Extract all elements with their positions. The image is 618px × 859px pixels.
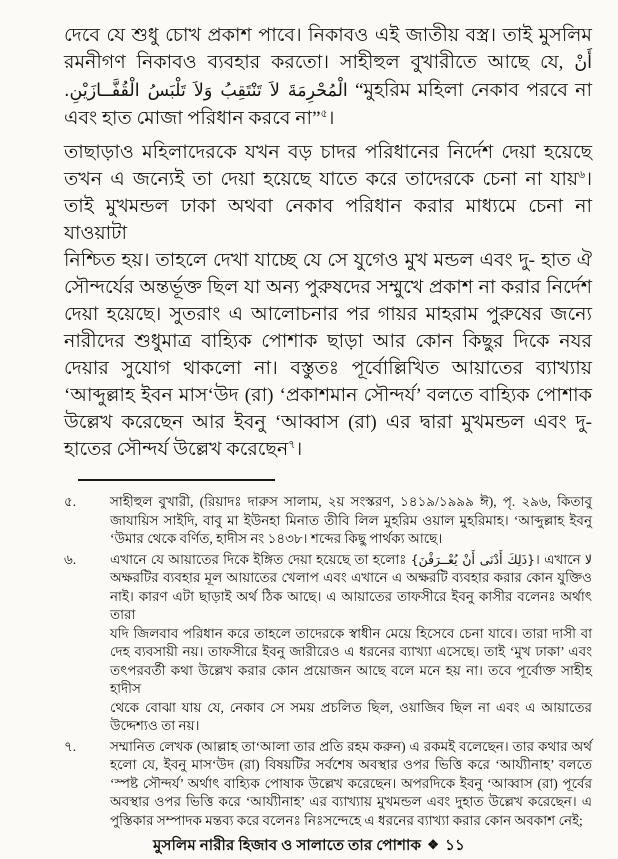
footnote-line — [110, 493, 592, 512]
footnote-line — [110, 699, 592, 718]
body-text: । — [585, 169, 592, 190]
footnote-text: উদ্দেশ্যও তা নয়। — [110, 718, 200, 733]
footnote-ref-5: ৫ — [320, 108, 328, 120]
footnote-text: সাহীহুল বুখারী, (রিয়াদঃ দারুস সালাম, ২য় সংস্করণ, ১৪১৯/১৯৯৯ ঈ), পৃ. ২৯৬, কিতাবু — [110, 494, 592, 509]
footnote-text: তৎপরবর্তী কথা উল্লেখ করার কোন প্রয়োজন আছে বলে মনে হয় না। তবে পূর্বোক্ত সাহীহ হাদীস — [110, 662, 592, 696]
footnote-6 — [64, 551, 592, 736]
footnote-line — [110, 756, 592, 775]
footnote-text: সম্মানিত লেখক (আল্লাহ তা‘আলা তার প্রতি রহম করুন) এ রকমই বলেছেন। তার কথার অর্থ — [110, 738, 592, 754]
text-line — [64, 22, 592, 49]
body-text: সৌন্দর্যের অন্তর্ভূক্ত ছিল যা অন্য পুরুষদের সম্মুখে প্রকাশ না করার নির্দেশ — [64, 277, 592, 298]
text-line — [64, 328, 592, 355]
text-line — [64, 49, 592, 77]
text-line — [64, 193, 592, 247]
body-text: রমনীগণ নিকাবও ব্যবহার করতো। সাহীহুল বুখারীতে আছে যে, — [64, 52, 564, 73]
footnote-text: দেহ ব্যবসায়ী নয়। তাফসীরে ইবনু জারীরেও এ ধরনের ব্যাখ্যা এসেছে। তাই ‘মুখ ঢাকা’ এবং — [110, 644, 592, 659]
text-line — [64, 166, 592, 193]
footnote-line — [110, 717, 592, 736]
footnote-text: জাযায়িস সাইদি, বাবু মা ইউনহা মিনাত তীবি লিল মুহরিম ওয়াল মুহরিমাহ। ‘আব্দুল্লাহ ইবনু — [110, 512, 592, 528]
footnote-5 — [64, 493, 592, 549]
text-line — [64, 382, 592, 409]
footnote-ref-6: ৬ — [578, 169, 586, 181]
footnote-line — [110, 738, 592, 757]
body-text: তখন এ জন্যেই তা দেয়া হয়েছে যাতে করে তাদেরকে চেনা না যায় — [64, 169, 579, 190]
text-line — [64, 247, 592, 274]
body-text: । — [327, 108, 335, 129]
footnote-number: ৭. — [64, 738, 77, 754]
text-line — [64, 77, 592, 105]
footnote-text: অক্ষরটির ব্যবহার মূল আয়াতের খেলাপ এবং এখানে এ অক্ষরটি ব্যবহার করার কোন যুক্তিও — [110, 570, 592, 585]
footnote-body — [110, 551, 592, 736]
footnote-7 — [64, 738, 592, 831]
body-text: । — [295, 439, 303, 460]
body-text: ‘আব্দুল্লাহ ইবন মাস‘উদ (রা) ‘প্রকাশমান সৌন্দর্য’ বলতে বাহ্যিক পোশাক — [64, 385, 592, 406]
footnote-text: এখানে যে আয়াতের দিকে ইঙ্গিত দেয়া হয়েছে তা হলোঃ — [110, 551, 407, 567]
arabic-letter: لا — [584, 551, 592, 567]
footnote-text: থেকে বোঝা যায় যে, নেকাব সে সময় প্রচলিত ছিল, ওয়াজিব ছিল না এবং এ আয়াতের — [110, 699, 592, 715]
footnote-line — [110, 588, 592, 625]
text-line — [64, 436, 592, 463]
footnote-line — [110, 812, 592, 831]
body-text: দেয়ার সুযোগ থাকলো না। বস্তুতঃ পূর্বোল্লিখিত আয়াতের ব্যাখ্যায় — [64, 358, 592, 379]
body-text: নারীদের শুধুমাত্র বাহ্যিক পোশাক ছাড়া আর কোন কিছুর দিকে নযর — [64, 331, 592, 352]
body-text: তাছাড়াও মহিলাদেরকে যখন বড় চাদর পরিধানের নির্দেশ দেয়া হয়েছে — [64, 142, 592, 163]
footnote-text: যদি জিলবাব পরিধান করে তাহলে তাদেরকে স্বাধীন মেয়ে হিসেবে চেনা যাবে। তারা দাসী বা — [110, 625, 592, 641]
text-line — [64, 409, 592, 436]
footnote-line — [110, 625, 592, 644]
footer-title: মুসলিম নারীর হিজাব ও সালাতে তার পোশাক — [153, 838, 422, 854]
footnote-text: নাই। কারণ এটা ছাড়াই অর্থ ঠিক আছে। এ আয়াতের তাফসীরে ইবনু কাসীর বলেনঃ অর্থাৎ তারা — [110, 588, 592, 622]
footnote-line — [110, 530, 592, 549]
body-text: দেবে যে শুধু চোখ প্রকাশ পাবে। নিকাবও এই জাতীয় বস্ত্র। তাই মুসলিম — [64, 25, 592, 46]
footnote-line — [110, 775, 592, 794]
footnote-text: । এখানে — [535, 551, 581, 567]
footnote-text: হলো যে, ইবনু মাস‘উদ (রা) বিষয়টির সর্বশেষ অবস্থার ওপর ভিত্তি করে ‘আয্যীনাহ’ বলতে — [110, 757, 592, 772]
footnote-line — [110, 643, 592, 662]
footnote-body — [110, 493, 592, 549]
text-line — [64, 274, 592, 301]
footnote-line — [110, 793, 592, 812]
body-text: নিশ্চিত হয়। তাহলে দেখা যাচ্ছে যে সে যুগেও মুখ মন্ডল এবং দু- হাত ঐ — [64, 250, 592, 271]
footnote-text: পুস্তিকার সম্পাদক মন্তব্য করে বলেনঃ নিঃসন্দেহে এ ধরনের ব্যাখ্যা করার কোন অবকাশ নেই; — [110, 812, 583, 828]
body-text: হাতের সৌন্দর্য উল্লেখ করেছেন — [64, 439, 289, 460]
footnote-text: ‘স্পষ্ট সৌন্দর্য’ অর্থাৎ বাহ্যিক পোষাক উল্লেখ করেছেন। অপরদিকে ইবনু ‘আব্বাস (রা) পূর্বের — [110, 775, 592, 791]
footnote-line — [110, 551, 592, 570]
paragraph-2 — [64, 139, 592, 463]
footnote-line — [110, 662, 592, 699]
ornament-icon: ❖ — [427, 837, 440, 852]
body-text: দেয়া হয়েছে। সুতরাং এ আলোচনার পর গায়র মাহরাম পুরুষের জন্যে — [64, 304, 592, 325]
footnote-text: ‘উমার থেকে বর্ণিত, হাদীস নং ১৪৩৮। শব্দের কিছু পার্থক্য আছে। — [110, 531, 443, 546]
footnote-ref-7: ৭ — [288, 439, 296, 451]
footnote-line — [110, 569, 592, 588]
page-footer — [0, 834, 618, 859]
text-line — [64, 139, 592, 166]
text-line — [64, 355, 592, 382]
footnote-line — [110, 512, 592, 531]
body-text: তাই মুখমন্ডল ঢাকা অথবা নেকাব পরিধান করার মাধ্যমে চেনা না যাওয়াটা — [64, 196, 592, 244]
footnote-body — [110, 738, 592, 831]
text-line — [64, 105, 592, 132]
footnote-text: অবস্থার ওপর ভিত্তি করে ‘আয্যীনাহ’ এর ব্যাখ্যায় মুখমন্ডল এবং দুহাত উল্লেখ করেছেন। এ — [110, 794, 592, 809]
footnote-number: ৬. — [64, 551, 77, 567]
page-number: ১১ — [445, 838, 465, 854]
arabic-verse: {ذَلِكَ أَدْنَى أَنْ يُعْــرَفْنَ} — [410, 551, 536, 567]
body-text: উল্লেখ করেছেন আর ইবনু ‘আব্বাস (রা) এর দ্বারা মুখমন্ডল এবং দু- — [64, 412, 592, 433]
body-text: এবং হাত মোজা পরিধান করবে না” — [64, 108, 321, 129]
footnote-separator — [78, 479, 275, 481]
paragraph-1 — [64, 22, 592, 132]
arabic-quote: الْمُحْرِمَةَ لاَ تَنْتَقِبُ وَلاَ تَلْبَسُ الْقُفَّــازَيْنِ. — [64, 81, 348, 101]
footnote-number: ৫. — [64, 494, 77, 509]
arabic-quote: أَنْ — [574, 53, 593, 73]
footnotes-section — [0, 491, 618, 830]
body-text: “মুহরিম মহিলা নেকাব পরবে না — [355, 80, 593, 101]
text-line — [64, 301, 592, 328]
